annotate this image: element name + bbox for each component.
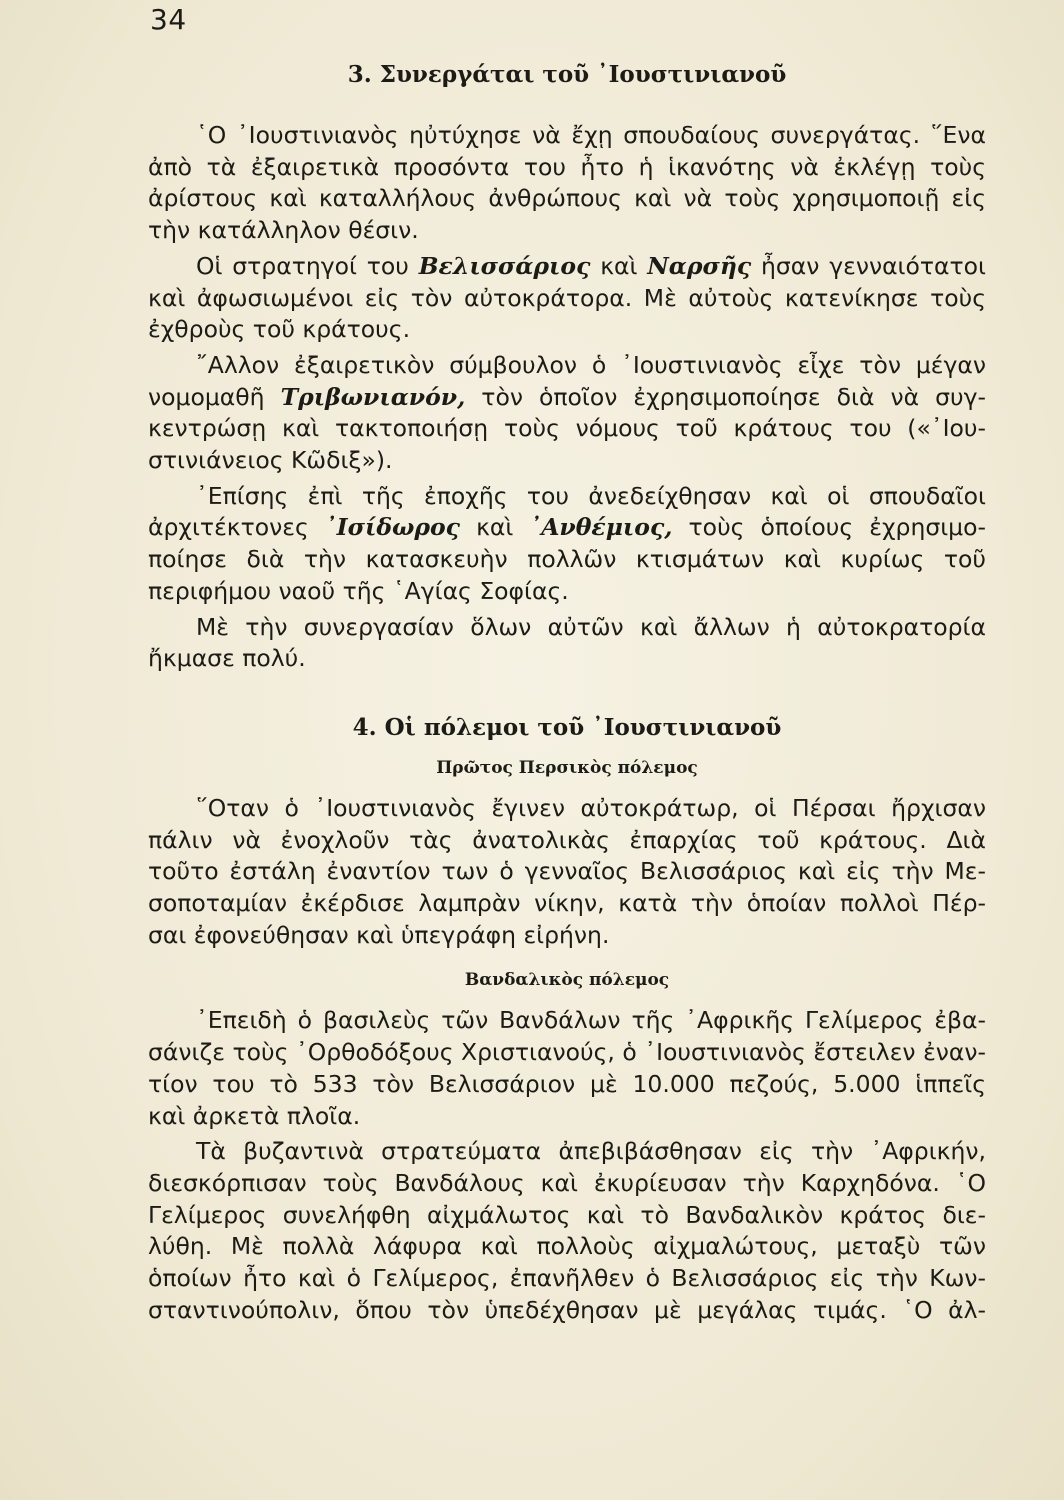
text-line: σαι ἐφονεύθησαν καὶ ὑπεγράφη εἰρήνη. bbox=[148, 920, 610, 949]
paragraph bbox=[148, 251, 986, 346]
paragraph bbox=[148, 1136, 986, 1326]
paragraph bbox=[148, 350, 986, 477]
text-fragment: καὶ bbox=[459, 513, 530, 542]
text-line: ἤκμασε πολύ. bbox=[148, 644, 306, 673]
text-line: σάνιζε τοὺς ᾿Ορθοδόξους Χριστιανούς, ὁ ᾿Ιουστινιανὸς ἔστειλεν ἐναν- bbox=[148, 1038, 986, 1067]
text-fragment: ἀρχιτέκτονες bbox=[148, 513, 325, 542]
section-4-title: 4. Οἱ πόλεμοι τοῦ ᾿Ιουστινιανοῦ bbox=[352, 713, 782, 741]
text-line: λύθη. Μὲ πολλὰ λάφυρα καὶ πολλοὺς αἰχμαλώτους, μεταξὺ τῶν bbox=[148, 1232, 986, 1261]
text-line: κεντρώσῃ καὶ τακτοποιήσῃ τοὺς νόμους τοῦ κράτους του («᾿Ιου- bbox=[148, 414, 986, 443]
paragraph bbox=[148, 120, 986, 247]
name-belisarius: Βελισσάριος bbox=[418, 251, 591, 280]
text-fragment: τοὺς ὁποίους ἐχρησιμο- bbox=[672, 513, 986, 542]
text-fragment: ἦσαν γενναιότατοι bbox=[751, 251, 987, 280]
page-number: 34 bbox=[150, 3, 187, 36]
text-line: σοποταμίαν ἐκέρδισε λαμπρὰν νίκην, κατὰ τὴν ὁποίαν πολλοὶ Πέρ- bbox=[148, 889, 986, 918]
subsection-title-vandal-war: Βανδαλικὸς πόλεμος bbox=[464, 970, 670, 991]
name-anthemius: ᾿Ανθέμιος, bbox=[529, 513, 673, 542]
paragraph bbox=[148, 612, 986, 675]
paragraph bbox=[148, 1005, 986, 1132]
text-line: ῾Ο ᾿Ιουστινιανὸς ηὐτύχησε νὰ ἔχῃ σπουδαίους συνεργάτας. ῞Ενα bbox=[196, 121, 986, 149]
text-fragment: νομομαθῆ bbox=[148, 382, 281, 411]
name-isidore: ᾿Ισίδωρος bbox=[324, 513, 460, 542]
text-fragment: καὶ bbox=[590, 251, 648, 280]
text-line: ἐχθροὺς τοῦ κράτους. bbox=[148, 315, 411, 344]
text-line bbox=[148, 512, 986, 544]
text-line: διεσκόρπισαν τοὺς Βανδάλους καὶ ἐκυρίευσαν τὴν Καρχηδόνα. ῾Ο bbox=[148, 1168, 986, 1197]
paragraph bbox=[148, 793, 986, 952]
text-line: ῞Οταν ὁ ᾿Ιουστινιανὸς ἔγινεν αὐτοκράτωρ, οἱ Πέρσαι ἤρχισαν bbox=[196, 793, 986, 822]
text-line: ἀρίστους καὶ καταλλήλους ἀνθρώπους καὶ νὰ τοὺς χρησιμοποιῇ εἰς bbox=[148, 184, 986, 213]
text-line: πάλιν νὰ ἐνοχλοῦν τὰς ἀνατολικὰς ἐπαρχίας τοῦ κράτους. Διὰ bbox=[148, 825, 986, 854]
name-tribonian: Τριβωνιανόν, bbox=[280, 382, 466, 411]
text-line: Τὰ βυζαντινὰ στρατεύματα ἀπεβιβάσθησαν εἰς τὴν ᾿Αφρικήν, bbox=[196, 1137, 986, 1166]
paragraph bbox=[148, 481, 986, 608]
name-narses: Ναρσῆς bbox=[647, 251, 752, 280]
text-line: ῎Αλλον ἐξαιρετικὸν σύμβουλον ὁ ᾿Ιουστινιανὸς εἶχε τὸν μέγαν bbox=[196, 350, 986, 379]
text-line: ὁποίων ἦτο καὶ ὁ Γελίμερος, ἐπανῆλθεν ὁ Βελισσάριος εἰς τὴν Κων- bbox=[148, 1264, 986, 1293]
text-line: ποίησε διὰ τὴν κατασκευὴν πολλῶν κτισμάτων καὶ κυρίως τοῦ bbox=[148, 545, 986, 574]
text-line: καὶ ἀρκετὰ πλοῖα. bbox=[148, 1101, 361, 1130]
text-line: τοῦτο ἐστάλη ἐναντίον των ὁ γενναῖος Βελισσάριος καὶ εἰς τὴν Με- bbox=[148, 857, 986, 886]
text-line: Γελίμερος συνελήφθη αἰχμάλωτος καὶ τὸ Βανδαλικὸν κράτος διε- bbox=[148, 1200, 986, 1229]
text-line: περιφήμου ναοῦ τῆς ῾Αγίας Σοφίας. bbox=[148, 576, 569, 605]
subsection-title-persian-war: Πρῶτος Περσικὸς πόλεμος bbox=[436, 757, 698, 778]
text-line: στινιάνειος Κῶδιξ»). bbox=[148, 446, 393, 475]
text-line: σταντινούπολιν, ὅπου τὸν ὑπεδέχθησαν μὲ μεγάλας τιμάς. ῾Ο ἀλ- bbox=[148, 1295, 986, 1324]
text-fragment: Οἱ στρατηγοί του bbox=[196, 251, 419, 280]
page-content bbox=[148, 58, 986, 1327]
text-fragment: τὸν ὁποῖον ἐχρησιμοποίησε διὰ νὰ συγ- bbox=[465, 382, 986, 411]
text-line bbox=[148, 382, 986, 414]
text-line: ἀπὸ τὰ ἐξαιρετικὰ προσόντα του ἦτο ἡ ἱκανότης νὰ ἐκλέγῃ τοὺς bbox=[148, 152, 986, 181]
text-line: ᾿Επίσης ἐπὶ τῆς ἐποχῆς του ἀνεδείχθησαν καὶ οἱ σπουδαῖοι bbox=[196, 481, 986, 510]
text-line: τίον του τὸ 533 τὸν Βελισσάριον μὲ 10.000 πεζούς, 5.000 ἱππεῖς bbox=[148, 1069, 986, 1098]
text-line: καὶ ἀφωσιωμένοι εἰς τὸν αὐτοκράτορα. Μὲ αὐτοὺς κατενίκησε τοὺς bbox=[148, 283, 986, 312]
text-line: ᾿Επειδὴ ὁ βασιλεὺς τῶν Βανδάλων τῆς ᾿Αφρικῆς Γελίμερος ἐβα- bbox=[196, 1006, 986, 1035]
text-line bbox=[148, 251, 986, 283]
section-3-title: 3. Συνεργάται τοῦ ᾿Ιουστινιανοῦ bbox=[347, 61, 787, 88]
text-line: τὴν κατάλληλον θέσιν. bbox=[148, 216, 419, 245]
text-line: Μὲ τὴν συνεργασίαν ὅλων αὐτῶν καὶ ἄλλων ἡ αὐτοκρατορία bbox=[196, 612, 986, 641]
